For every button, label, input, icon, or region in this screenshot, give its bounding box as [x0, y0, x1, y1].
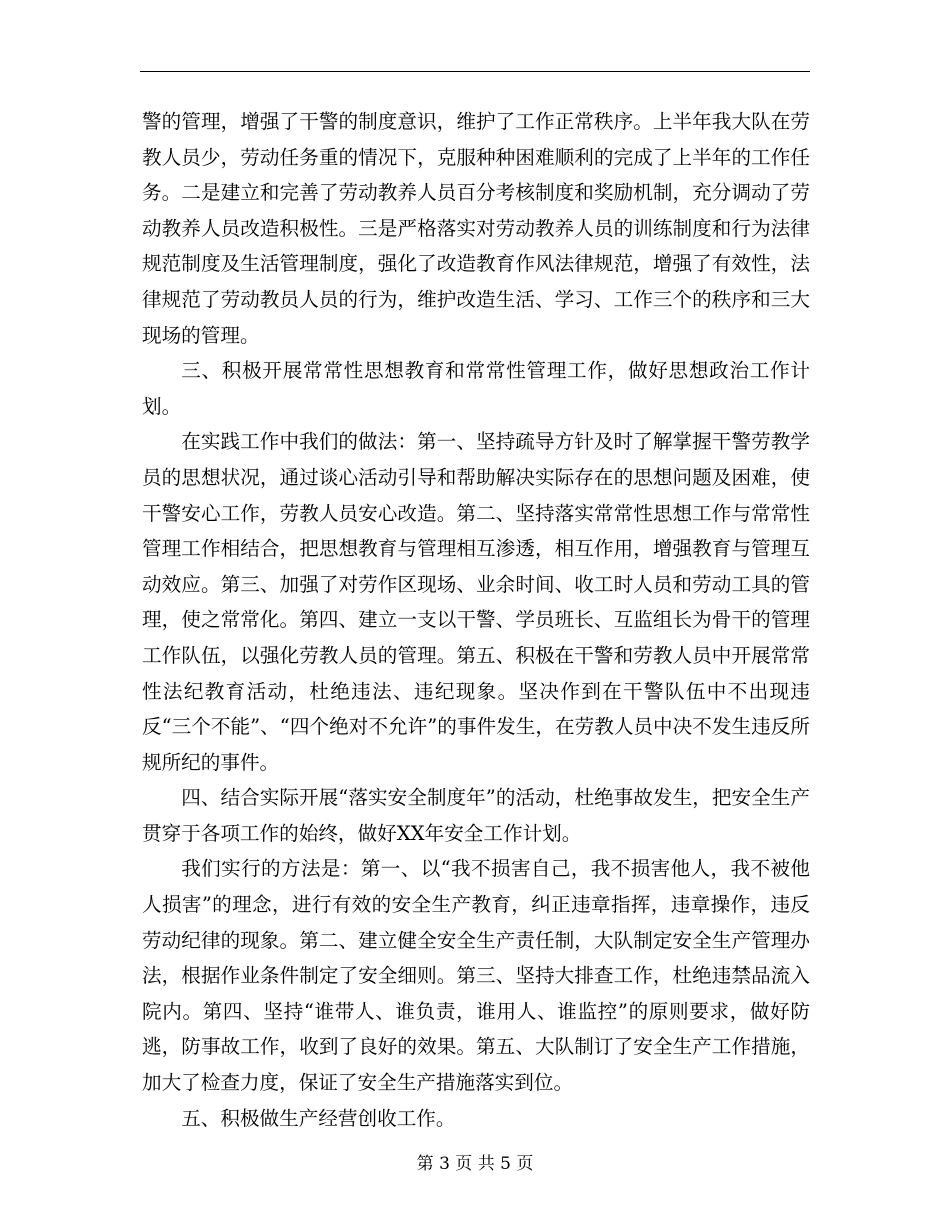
paragraph-section-3-practice: 在实践工作中我们的做法：第一、坚持疏导方针及时了解掌握干警劳教学员的思想状况，通过谈心活动引导和帮助解决实际存在的思想问题及困难，使干警安心工作，劳教人员安心改造。第二、坚持落实常常性思想工作与常常性管理工作相结合，把思想教育与管理相互渗透，相互作用，增强教育与管理互动效应。第三、加强了对劳作区现场、业余时间、收工时人员和劳动工具的管理，使之常常化。第四、建立一支以干警、学员班长、互监组长为骨干的管理工作队伍，以强化劳教人员的管理。第五、积极在干警和劳教人员中开展常常性法纪教育活动，杜绝违法、违纪现象。坚决作到在干警队伍中不出现违反“三个不能”、“四个绝对不允许”的事件发生，在劳教人员中决不发生违反所规所纪的事件。 — [142, 430, 810, 774]
paragraph-continuation: 警的管理，增强了干警的制度意识，维护了工作正常秩序。上半年我大队在劳教人员少，劳动任务重的情况下，克服种种困难顺利的完成了上半年的工作任务。二是建立和完善了劳动教养人员百分考核制度和奖励机制，充分调动了劳动教养人员改造积极性。三是严格落实对劳动教养人员的训练制度和行为法律规范制度及生活管理制度，强化了改造教育作风法律规范，增强了有效性，法律规范了劳动教员人员的行为，维护改造生活、学习、工作三个的秩序和三大现场的管理。 — [142, 110, 810, 347]
paragraph-section-3-heading: 三、积极开展常常性思想教育和常常性管理工作，做好思想政治工作计划。 — [142, 359, 810, 418]
paragraph-section-4-heading: 四、结合实际开展“落实安全制度年”的活动，杜绝事故发生，把安全生产贯穿于各项工作的始终，做好XX年安全工作计划。 — [142, 786, 810, 845]
paragraph-section-4-methods: 我们实行的方法是：第一、以“我不损害自己，我不损害他人，我不被他人损害”的理念，进行有效的安全生产教育，纠正违章指挥，违章操作，违反劳动纪律的现象。第二、建立健全安全生产责任制，大队制定安全生产管理办法，根据作业条件制定了安全细则。第三、坚持大排查工作，杜绝违禁品流入院内。第四、坚持“谁带人、谁负责，谁用人、谁监控”的原则要求，做好防逃，防事故工作，收到了良好的效果。第五、大队制订了安全生产工作措施，加大了检查力度，保证了安全生产措施落实到位。 — [142, 857, 810, 1095]
body-text — [142, 104, 810, 1136]
page-number-footer: 第 3 页 共 5 页 — [416, 1154, 534, 1174]
paragraph-section-5-heading: 五、积极做生产经营创收工作。 — [181, 1106, 456, 1130]
header-rule — [140, 71, 810, 72]
